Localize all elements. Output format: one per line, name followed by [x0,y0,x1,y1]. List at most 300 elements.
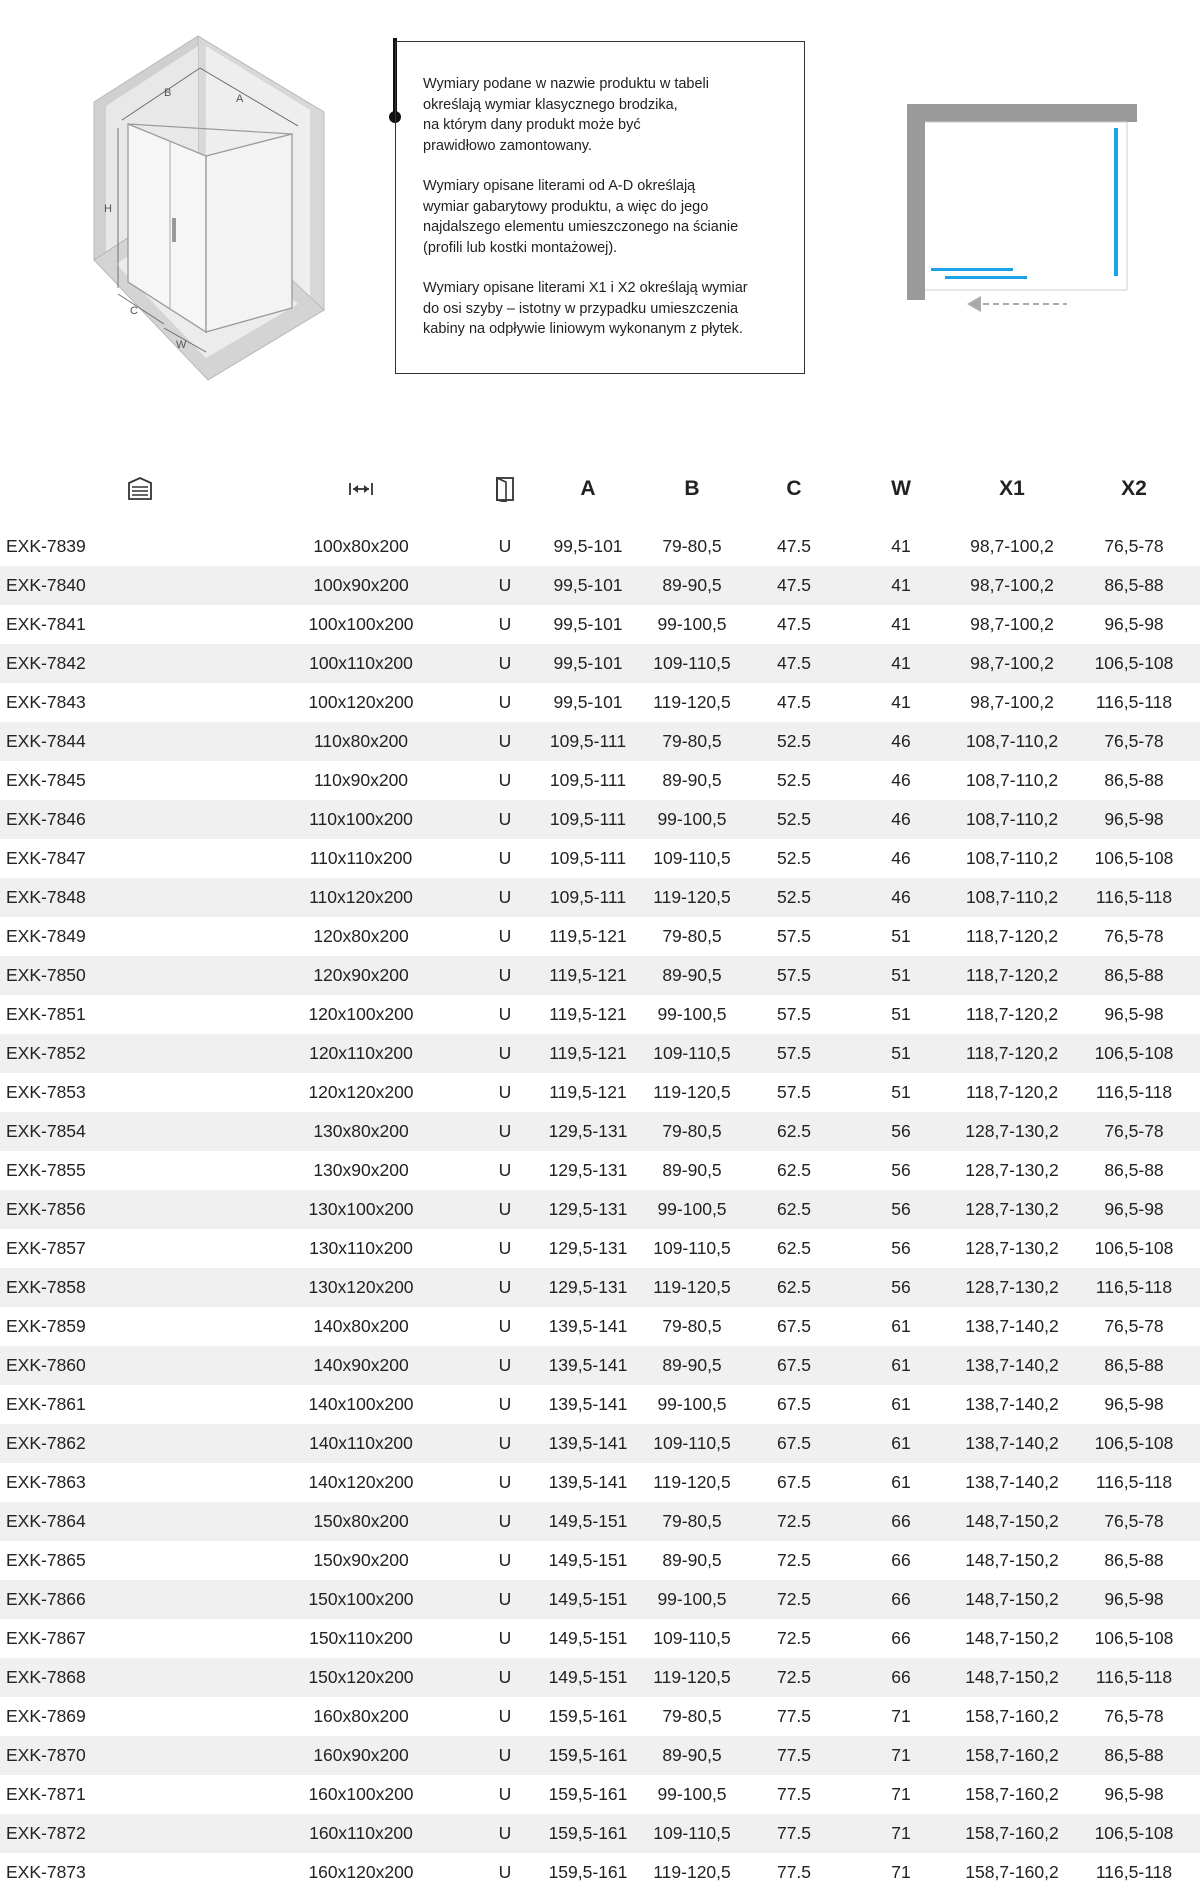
cell-dim-b: 119-120,5 [642,1268,742,1307]
cell-door-type: U [498,1706,512,1726]
cell-model-code: EXK-7868 [0,1658,246,1697]
cell-dim-a: 139,5-141 [548,1394,628,1414]
table-row [0,1658,1200,1697]
cell-dim-x2: 86,5-88 [1068,956,1200,995]
dim-label-h: H [104,203,112,215]
cell-dim-x2: 116,5-118 [1095,1082,1173,1102]
cell-dim-b: 89-90,5 [642,566,742,605]
cell-dim-b: 109-110,5 [642,644,742,683]
sliding-door-panel [931,268,1013,271]
table-row [0,1580,1200,1619]
cell-dim-c: 67.5 [776,1472,812,1492]
cell-dim-w: 71 [846,1814,956,1853]
cell-dim-w: 41 [891,614,911,634]
cell-model-code: EXK-7872 [0,1814,246,1853]
cell-model-code: EXK-7870 [0,1736,246,1775]
cell-dim-w: 66 [891,1550,911,1570]
cell-dim-b: 109-110,5 [642,1034,742,1073]
cell-dim-w: 46 [846,800,956,839]
cell-dim-x1: 118,7-120,2 [965,926,1059,946]
spec-table [0,450,1200,1892]
sliding-door-panel [945,276,1027,279]
cell-door-type: U [498,1862,512,1882]
cell-dim-x2: 96,5-98 [1104,614,1164,634]
cell-dim-a: 159,5-161 [534,1736,642,1775]
cell-dim-x2: 96,5-98 [1068,1580,1200,1619]
cell-dim-c: 62.5 [742,1268,846,1307]
cell-dim-w: 56 [846,1190,956,1229]
cell-dim-x2: 96,5-98 [1068,800,1200,839]
enclosure-isometric-diagram [88,32,338,388]
cell-dim-a: 149,5-151 [534,1502,642,1541]
cell-dim-b: 119-120,5 [642,878,742,917]
cell-dim-w: 51 [891,926,911,946]
cell-dim-b: 89-90,5 [642,1346,742,1385]
cell-door-type: U [498,1160,512,1180]
cell-model-code: EXK-7854 [0,1112,246,1151]
cell-dim-a: 129,5-131 [548,1160,628,1180]
fixed-glass-panel [1114,128,1118,276]
table-row [0,605,1200,644]
cell-dim-b: 119-120,5 [653,1472,731,1492]
cell-size: 100x110x200 [246,644,476,683]
cell-dim-x1: 128,7-130,2 [965,1238,1059,1258]
cell-dim-c: 67.5 [776,1316,812,1336]
cell-model-code: EXK-7839 [6,536,86,556]
cell-dim-c: 62.5 [776,1238,812,1258]
cell-dim-w: 56 [846,1268,956,1307]
cell-dim-a: 109,5-111 [549,848,627,868]
cell-dim-a: 99,5-101 [553,692,623,712]
cell-size: 120x90x200 [246,956,476,995]
table-row [0,1112,1200,1151]
cell-dim-b: 79-80,5 [662,926,722,946]
cell-model-code: EXK-7852 [0,1034,246,1073]
slide-direction-arrow-icon [967,296,981,312]
cell-model-code: EXK-7861 [6,1394,86,1414]
cell-dim-x1: 108,7-110,2 [965,770,1059,790]
cell-dim-a: 99,5-101 [534,644,642,683]
cell-dim-x1: 128,7-130,2 [965,1160,1059,1180]
cell-dim-x1: 128,7-130,2 [956,1190,1068,1229]
cell-dim-a: 119,5-121 [549,926,627,946]
col-header-c: C [786,476,802,500]
cell-dim-w: 61 [891,1394,911,1414]
table-row [0,1307,1200,1346]
cell-dim-b: 89-90,5 [642,956,742,995]
table-row [0,1541,1200,1580]
table-row [0,1736,1200,1775]
cell-model-code: EXK-7865 [6,1550,86,1570]
cell-door-type: U [476,1502,534,1541]
cell-dim-w: 41 [846,644,956,683]
col-header-x1: X1 [999,476,1025,500]
cell-model-code: EXK-7871 [6,1784,86,1804]
table-row [0,1619,1200,1658]
cell-size: 150x120x200 [246,1658,476,1697]
cell-size: 150x90x200 [313,1550,409,1570]
cell-model-code: EXK-7840 [0,566,246,605]
cell-dim-x2: 106,5-108 [1094,848,1174,868]
cell-dim-c: 62.5 [742,1112,846,1151]
cell-dim-c: 77.5 [742,1736,846,1775]
cell-dim-b: 119-120,5 [653,692,731,712]
cell-dim-a: 149,5-151 [534,1580,642,1619]
cell-model-code: EXK-7848 [0,878,246,917]
table-row [0,1775,1200,1814]
cell-dim-x1: 98,7-100,2 [956,566,1068,605]
cell-size: 150x110x200 [309,1628,413,1648]
dim-label-b: B [164,87,172,99]
cell-dim-x1: 148,7-150,2 [956,1658,1068,1697]
cell-dim-a: 139,5-141 [548,1316,628,1336]
cell-dim-x1: 98,7-100,2 [970,536,1054,556]
cell-model-code: EXK-7849 [6,926,86,946]
table-row [0,1463,1200,1502]
col-header-door [476,450,534,527]
cell-dim-x1: 148,7-150,2 [965,1628,1059,1648]
cell-size: 120x100x200 [308,1004,414,1024]
door-icon [494,476,516,502]
table-row [0,1073,1200,1112]
cell-dim-a: 119,5-121 [534,956,642,995]
cell-dim-w: 71 [891,1862,911,1882]
cell-size: 110x80x200 [246,722,476,761]
cell-size: 150x100x200 [246,1580,476,1619]
cell-size: 120x120x200 [308,1082,414,1102]
cell-dim-a: 119,5-121 [534,1034,642,1073]
table-row [0,1034,1200,1073]
cell-dim-c: 52.5 [742,722,846,761]
cell-dim-c: 57.5 [776,926,812,946]
cell-dim-w: 51 [891,1004,911,1024]
top-view-plan-diagram [905,100,1140,320]
cell-dim-c: 52.5 [742,800,846,839]
cell-dim-b: 89-90,5 [662,1160,722,1180]
cell-model-code: EXK-7860 [0,1346,246,1385]
cell-door-type: U [498,1628,512,1648]
cell-size: 120x80x200 [313,926,409,946]
cell-dim-x2: 76,5-78 [1104,536,1164,556]
col-header-x2: X2 [1121,476,1147,500]
cell-model-code: EXK-7864 [0,1502,246,1541]
cell-dim-c: 72.5 [776,1550,812,1570]
dimension-note-box [395,41,805,374]
cell-model-code: EXK-7863 [6,1472,86,1492]
cell-size: 130x120x200 [246,1268,476,1307]
cell-dim-x2: 116,5-118 [1095,1862,1173,1882]
cell-model-code: EXK-7845 [6,770,86,790]
cell-dim-a: 139,5-141 [534,1346,642,1385]
cell-dim-x2: 76,5-78 [1104,1706,1164,1726]
table-row [0,917,1200,956]
cell-door-type: U [498,926,512,946]
table-row [0,956,1200,995]
cell-dim-x1: 128,7-130,2 [956,1268,1068,1307]
cell-size: 110x90x200 [313,770,409,790]
cell-dim-x2: 106,5-108 [1068,644,1200,683]
cell-door-type: U [476,1190,534,1229]
cell-dim-x2: 76,5-78 [1068,1502,1200,1541]
cell-dim-b: 99-100,5 [642,1580,742,1619]
cell-dim-x1: 108,7-110,2 [956,878,1068,917]
table-row [0,839,1200,878]
cell-dim-a: 129,5-131 [534,1190,642,1229]
table-row [0,1697,1200,1736]
cell-dim-x1: 98,7-100,2 [970,692,1054,712]
cell-dim-a: 159,5-161 [534,1814,642,1853]
cell-dim-x2: 76,5-78 [1104,1316,1164,1336]
cell-dim-x1: 148,7-150,2 [956,1580,1068,1619]
cell-dim-w: 56 [891,1160,911,1180]
cell-dim-b: 89-90,5 [642,1736,742,1775]
cell-size: 130x80x200 [246,1112,476,1151]
table-row [0,1385,1200,1424]
cell-dim-b: 79-80,5 [662,1706,722,1726]
cell-dim-x1: 138,7-140,2 [956,1346,1068,1385]
cell-size: 100x80x200 [313,536,409,556]
cell-model-code: EXK-7850 [0,956,246,995]
cell-dim-x1: 108,7-110,2 [956,722,1068,761]
cell-dim-w: 61 [891,1316,911,1336]
table-row [0,683,1200,722]
cell-size: 110x110x200 [309,848,413,868]
cell-door-type: U [476,644,534,683]
cell-model-code: EXK-7844 [0,722,246,761]
cell-model-code: EXK-7847 [6,848,86,868]
table-row [0,800,1200,839]
cell-dim-x2: 106,5-108 [1068,1424,1200,1463]
cell-dim-x1: 138,7-140,2 [965,1394,1059,1414]
cell-dim-x1: 128,7-130,2 [956,1112,1068,1151]
cell-dim-x1: 158,7-160,2 [965,1784,1059,1804]
cell-dim-w: 66 [846,1502,956,1541]
dim-label-c: C [130,305,138,317]
cell-size: 140x80x200 [313,1316,409,1336]
cell-size: 160x110x200 [246,1814,476,1853]
cell-dim-w: 51 [846,956,956,995]
cell-dim-a: 109,5-111 [534,800,642,839]
cell-dim-a: 119,5-121 [549,1082,627,1102]
table-row [0,644,1200,683]
cell-dim-x1: 158,7-160,2 [965,1862,1059,1882]
cell-size: 140x100x200 [308,1394,414,1414]
cell-dim-c: 72.5 [742,1580,846,1619]
dim-label-w: W [176,339,187,351]
cell-dim-w: 56 [891,1238,911,1258]
cell-dim-a: 109,5-111 [549,770,627,790]
cell-dim-c: 57.5 [742,956,846,995]
cell-dim-x1: 98,7-100,2 [956,644,1068,683]
cell-door-type: U [498,1238,512,1258]
cell-dim-b: 119-120,5 [642,1658,742,1697]
cell-dim-c: 47.5 [776,536,812,556]
col-header-b: B [684,476,700,500]
cell-model-code: EXK-7846 [0,800,246,839]
cell-dim-x2: 76,5-78 [1104,926,1164,946]
cell-model-code: EXK-7866 [0,1580,246,1619]
model-icon [126,475,154,503]
cell-dim-a: 159,5-161 [548,1862,628,1882]
table-row [0,527,1200,566]
table-row [0,878,1200,917]
cell-size: 140x120x200 [308,1472,414,1492]
note-paragraph: Wymiary opisane literami X1 i X2 określają wymiar do osi szyby – istotny w przypadku umieszczenia kabiny na odpływie liniowym wykonanym z płytek. [423,280,748,337]
cell-dim-w: 46 [846,722,956,761]
cell-dim-a: 119,5-121 [549,1004,627,1024]
table-row [0,1151,1200,1190]
cell-dim-x1: 108,7-110,2 [965,848,1059,868]
cell-dim-b: 99-100,5 [657,614,727,634]
cell-door-type: U [498,1316,512,1336]
cell-dim-b: 89-90,5 [662,770,722,790]
cell-dim-a: 159,5-161 [548,1784,628,1804]
cell-dim-b: 109-110,5 [653,1628,731,1648]
cell-model-code: EXK-7841 [6,614,86,634]
cell-dim-x2: 106,5-108 [1094,1238,1174,1258]
cell-dim-b: 99-100,5 [642,800,742,839]
cell-door-type: U [498,536,512,556]
cell-dim-c: 62.5 [776,1160,812,1180]
cell-dim-x2: 86,5-88 [1068,1346,1200,1385]
cell-dim-w: 61 [846,1346,956,1385]
dim-label-a: A [236,93,244,105]
cell-door-type: U [498,614,512,634]
cell-dim-c: 47.5 [776,692,812,712]
cell-dim-c: 67.5 [742,1424,846,1463]
cell-dim-b: 99-100,5 [642,1190,742,1229]
col-header-a: A [580,476,596,500]
cell-door-type: U [498,1550,512,1570]
cell-dim-x1: 148,7-150,2 [965,1550,1059,1570]
cell-model-code: EXK-7851 [6,1004,86,1024]
cell-size: 160x120x200 [308,1862,414,1882]
cell-dim-a: 149,5-151 [534,1658,642,1697]
cell-dim-x1: 118,7-120,2 [956,1034,1068,1073]
cell-door-type: U [498,1394,512,1414]
cell-door-type: U [498,770,512,790]
cell-door-type: U [476,722,534,761]
cell-dim-c: 77.5 [742,1814,846,1853]
cell-door-type: U [476,878,534,917]
cell-door-type: U [498,848,512,868]
cell-dim-w: 61 [891,1472,911,1492]
table-row [0,1190,1200,1229]
cell-dim-c: 57.5 [776,1082,812,1102]
cell-door-type: U [498,1004,512,1024]
cell-door-type: U [498,1082,512,1102]
cell-dim-x2: 86,5-88 [1068,1736,1200,1775]
cell-dim-w: 46 [891,848,911,868]
cell-size: 100x90x200 [246,566,476,605]
cell-dim-a: 129,5-131 [534,1112,642,1151]
cell-dim-x1: 108,7-110,2 [956,800,1068,839]
cell-dim-x2: 116,5-118 [1095,692,1173,712]
cell-door-type: U [476,1814,534,1853]
cell-dim-w: 41 [891,536,911,556]
cell-dim-c: 77.5 [776,1706,812,1726]
cell-dim-b: 109-110,5 [653,848,731,868]
cell-dim-x2: 116,5-118 [1095,1472,1173,1492]
cell-dim-c: 57.5 [742,1034,846,1073]
table-row [0,1424,1200,1463]
cell-dim-x2: 76,5-78 [1068,1112,1200,1151]
cell-dim-x2: 76,5-78 [1068,722,1200,761]
cell-door-type: U [476,1268,534,1307]
cell-dim-b: 99-100,5 [657,1784,727,1804]
cell-dim-c: 52.5 [776,848,812,868]
cell-door-type: U [498,1784,512,1804]
cell-dim-c: 52.5 [776,770,812,790]
cell-dim-b: 99-100,5 [657,1394,727,1414]
cell-door-type: U [476,1034,534,1073]
cell-door-type: U [476,1346,534,1385]
cell-dim-w: 66 [846,1658,956,1697]
cell-door-type: U [498,692,512,712]
cell-dim-x2: 116,5-118 [1068,1658,1200,1697]
cell-dim-x1: 158,7-160,2 [956,1814,1068,1853]
cell-model-code: EXK-7843 [6,692,86,712]
cell-dim-a: 99,5-101 [534,566,642,605]
note-text [423,74,793,360]
cell-size: 100x100x200 [308,614,414,634]
cell-dim-x2: 86,5-88 [1068,566,1200,605]
note-paragraph: Wymiary opisane literami od A-D określają wymiar gabarytowy produktu, a więc do jego najdalszego elementu umieszczonego na ścianie (profili lub kostki montażowej). [423,178,739,256]
cell-dim-x2: 106,5-108 [1094,1628,1174,1648]
cell-door-type: U [476,1736,534,1775]
cell-dim-b: 79-80,5 [642,1112,742,1151]
cell-dim-b: 99-100,5 [657,1004,727,1024]
col-header-w: W [891,476,911,500]
cell-dim-c: 62.5 [742,1190,846,1229]
cell-dim-b: 119-120,5 [653,1082,731,1102]
cell-door-type: U [498,1472,512,1492]
cell-dim-w: 46 [846,878,956,917]
cell-dim-c: 47.5 [776,614,812,634]
cell-dim-w: 46 [891,770,911,790]
table-row [0,1268,1200,1307]
cell-size: 160x80x200 [313,1706,409,1726]
cell-size: 140x110x200 [246,1424,476,1463]
cell-dim-x1: 148,7-150,2 [956,1502,1068,1541]
table-header [0,450,1200,527]
cell-dim-b: 119-120,5 [653,1862,731,1882]
cell-dim-x1: 158,7-160,2 [956,1736,1068,1775]
cell-dim-w: 41 [846,566,956,605]
cell-dim-x2: 116,5-118 [1068,1268,1200,1307]
cell-size: 140x90x200 [246,1346,476,1385]
cell-dim-w: 51 [891,1082,911,1102]
cell-size: 160x90x200 [246,1736,476,1775]
cell-dim-c: 47.5 [742,566,846,605]
cell-door-type: U [476,1424,534,1463]
cell-dim-c: 72.5 [742,1502,846,1541]
cell-model-code: EXK-7857 [6,1238,86,1258]
cell-dim-w: 71 [891,1706,911,1726]
cell-dim-w: 71 [846,1736,956,1775]
cell-dim-w: 51 [846,1034,956,1073]
cell-door-type: U [476,1580,534,1619]
cell-model-code: EXK-7867 [6,1628,86,1648]
table-row [0,1814,1200,1853]
cell-size: 100x120x200 [308,692,414,712]
note-paragraph: Wymiary podane w nazwie produktu w tabeli określają wymiar klasycznego brodzika, na którym dany produkt może być prawidłowo zamontowany. [423,76,709,154]
cell-dim-c: 67.5 [742,1346,846,1385]
cell-size: 130x100x200 [246,1190,476,1229]
cell-dim-c: 72.5 [742,1658,846,1697]
table-row [0,1346,1200,1385]
cell-dim-w: 66 [846,1580,956,1619]
